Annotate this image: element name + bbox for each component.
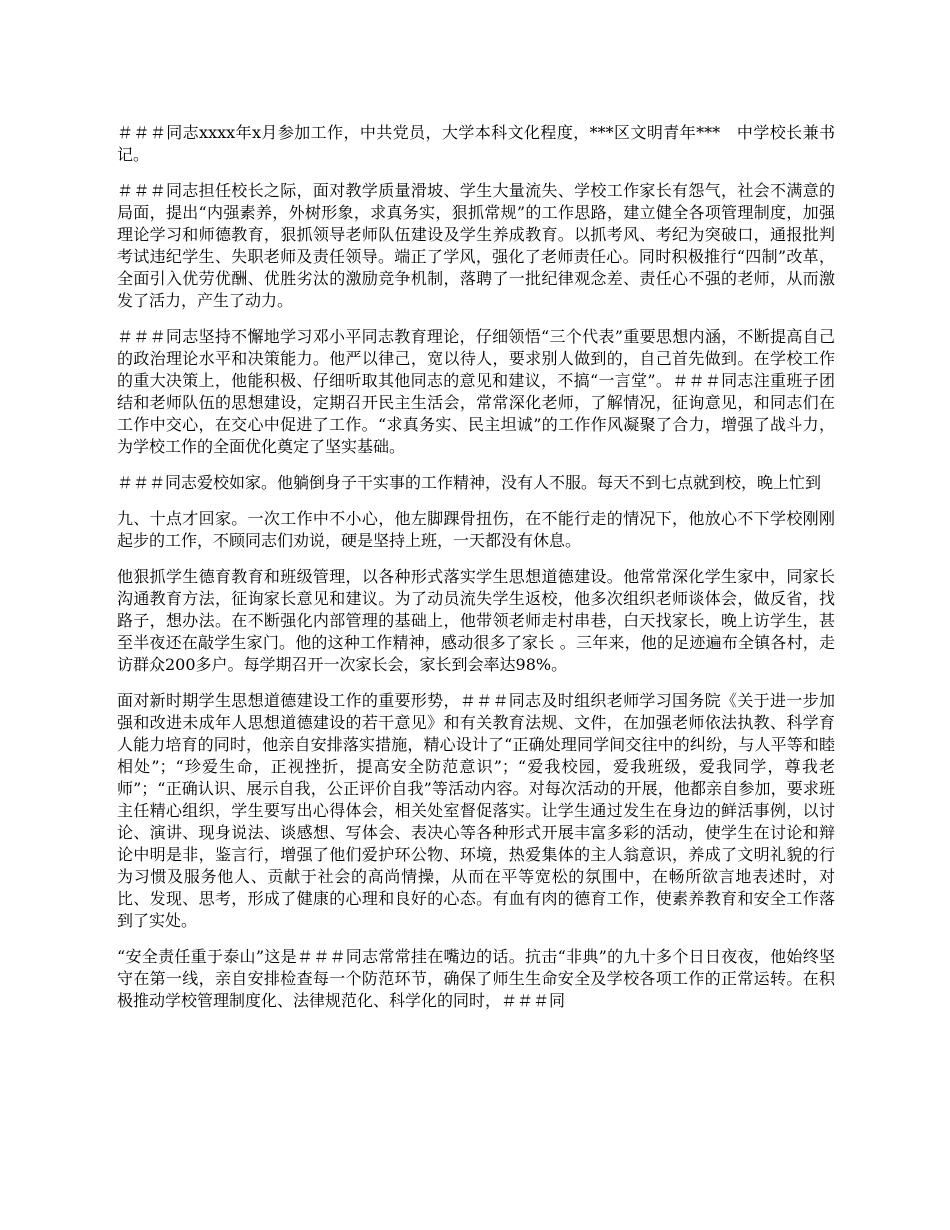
paragraph-1: ＃＃＃同志xxxx年x月参加工作，中共党员，大学本科文化程度，***区文明青年*** 中学校长兼书记。 (117, 123, 835, 164)
paragraph-8: “安全责任重于泰山”这是＃＃＃同志常常挂在嘴边的话。抗击“非典”的九十多个日日夜夜，他始终坚守在第一线，亲自安排检查每一个防范环节，确保了师生生命安全及学校各项工作的正常运转。在积极推动学校管理制度化、法律规范化、科学化的同时，＃＃＃同 (117, 947, 835, 1010)
paragraph-4: ＃＃＃同志爱校如家。他躺倒身子干实事的工作精神，没有人不服。每天不到七点就到校，晚上忙到 (117, 473, 822, 492)
paragraph-7: 面对新时期学生思想道德建设工作的重要形势，＃＃＃同志及时组织老师学习国务院《关于进一步加强和改进未成年人思想道德建设的若干意见》和有关教育法规、文件，在加强老师依法执教、科学育人能力培育的同时，他亲自安排落实措施，精心设计了“正确处理同学间交往中的纠纷，与人平等和睦相处”；“珍爱生命，正视挫折，提高安全防范意识”；“爱我校园，爱我班级，爱我同学，尊我老师”；“正确认识、展示自我，公正评价自我”等活动内容。对每次活动的开展，他都亲自参加，要求班主任精心组织，学生要写出心得体会，相关处室督促落实。让学生通过发生在身边的鲜活事例，以讨论、演讲、现身说法、谈感想、写体会、表决心等各种形式开展丰富多彩的活动，使学生在讨论和辩论中明是非，鉴言行，增强了他们爱护环公物、环境，热爱集体的主人翁意识，养成了文明礼貌的行为习惯及服务他人、贡献于社会的高尚情操，从而在平等宽松的氛围中，在畅所欲言地表述时，对比、发现、思考，形成了健康的心理和良好的心态。有血有肉的德育工作，使素养教育和安全工作落到了实处。 (117, 691, 835, 930)
paragraph-5: 九、十点才回家。一次工作中不小心，他左脚踝骨扭伤，在不能行走的情况下，他放心不下学校刚刚起步的工作，不顾同志们劝说，硬是坚持上班，一天都没有休息。 (117, 509, 835, 550)
paragraph-2: ＃＃＃同志担任校长之际，面对教学质量滑坡、学生大量流失、学校工作家长有怨气，社会不满意的局面，提出“内强素养，外树形象，求真务实，狠抓常规”的工作思路，建立健全各项管理制度，加强理论学习和师德教育，狠抓领导老师队伍建设及学生养成教育。以抓考风、考纪为突破口，通报批判考试违纪学生、失职老师及责任领导。端正了学风，强化了老师责任心。同时积极推行“四制”改革，全面引入优劳优酬、优胜劣汰的激励竞争机制，落聘了一批纪律观念差、责任心不强的老师，从而激发了活力，产生了动力。 (117, 181, 835, 310)
paragraph-6: 他狠抓学生德育教育和班级管理，以各种形式落实学生思想道德建设。他常常深化学生家中，同家长沟通教育方法，征询家长意见和建议。为了动员流失学生返校，他多次组织老师谈体会，做反省，找路子，想办法。在不断强化内部管理的基础上，他带领老师走村串巷，白天找家长，晚上访学生，甚至半夜还在敲学生家门。他的这种工作精神，感动很多了家长 。三年来，他的足迹遍布全镇各村，走访群众200多户。每学期召开一次家长会，家长到会率达98%。 (117, 567, 835, 674)
paragraph-3: ＃＃＃同志坚持不懈地学习邓小平同志教育理论，仔细领悟“三个代表”重要思想内涵，不断提高自己的政治理论水平和决策能力。他严以律己，宽以待人，要求别人做到的，自己首先做到。在学校工作的重大决策上，他能积极、仔细听取其他同志的意见和建议，不搞“一言堂”。＃＃＃同志注重班子团结和老师队伍的思想建设，定期召开民主生活会，常常深化老师，了解情况，征询意见，和同志们在工作中交心，在交心中促进了工作。“求真务实、民主坦诚”的工作作风凝聚了合力，增强了战斗力，为学校工作的全面优化奠定了坚实基础。 (117, 327, 835, 456)
document-body (117, 122, 835, 1026)
